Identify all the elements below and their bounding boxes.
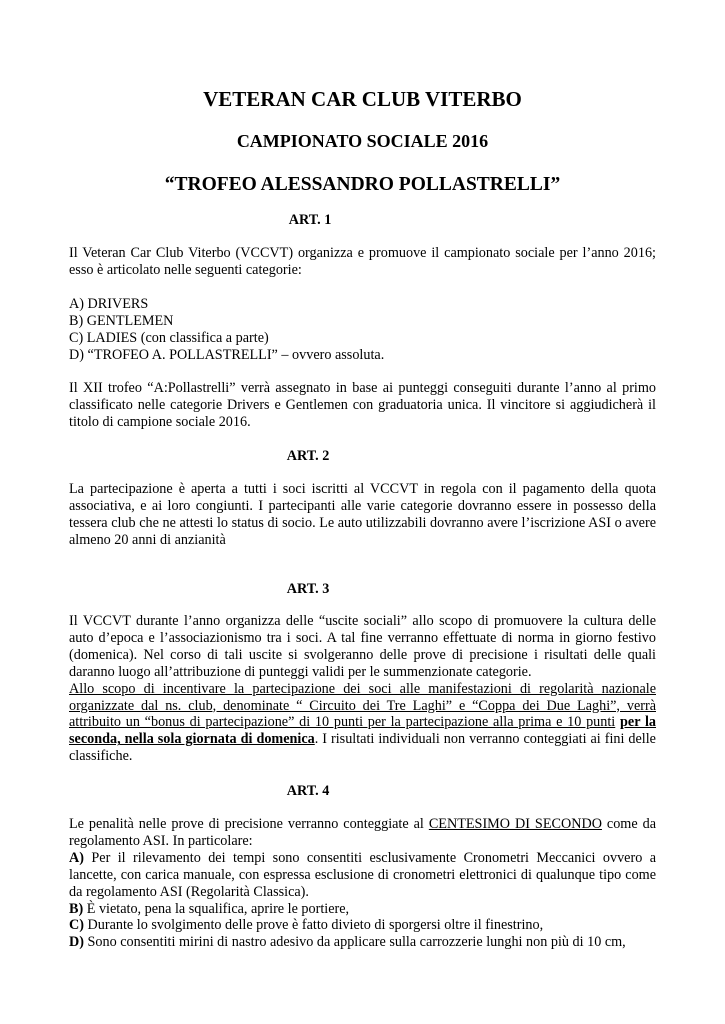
art4-intro-pre: Le penalità nelle prove di precisione verranno conteggiate al — [69, 816, 424, 832]
rule-item — [69, 934, 656, 951]
art2-paragraph — [69, 481, 656, 549]
art3-paragraph — [69, 613, 656, 765]
art1-heading: ART. 1 — [288, 212, 332, 228]
art4-heading: ART. 4 — [286, 783, 330, 799]
rule-item — [69, 850, 656, 901]
category-item: A) DRIVERS — [69, 296, 149, 312]
rule-text: È vietato, pena la squalifica, aprire le portiere, — [86, 900, 350, 917]
art4-intro-post: come da regolamento ASI. In particolare: — [69, 816, 656, 849]
club-title: VETERAN CAR CLUB VITERBO — [203, 87, 522, 111]
rule-letter: C) — [69, 917, 84, 934]
rule-item — [69, 901, 656, 918]
category-item: C) LADIES (con classifica a parte) — [69, 329, 269, 346]
art4-intro-underlined: CENTESIMO DI SECONDO — [428, 816, 602, 832]
art3-bonus-paragraph — [69, 681, 656, 766]
rule-text: Per il rilevamento dei tempi sono consentiti esclusivamente Cronometri Meccanici ovvero a lancette, con carica manuale, con espressa esclusione di cronometri elettronici di qualunque tipo come da regolamento ASI (Regolarità Classica). — [69, 849, 657, 900]
rule-letter: D) — [69, 934, 84, 951]
art2-heading: ART. 2 — [286, 448, 330, 464]
rule-text: Durante lo svolgimento delle prove è fatto divieto di sporgersi oltre il finestrino, — [87, 917, 544, 934]
art4-paragraph — [69, 816, 656, 951]
rule-item — [69, 917, 656, 934]
category-item: B) GENTLEMEN — [69, 312, 174, 329]
art3-bonus-bold: per la seconda, nella sola giornata di domenica — [69, 714, 657, 748]
art3-text: Il VCCVT durante l’anno organizza delle “uscite sociali” allo scopo di promuovere la cultura delle auto d’epoca e l’associazionismo tra i soci. A tal fine verranno effettuate di norma in giorno festivo (domenica). Nel corso di tali uscite si svolgeranno delle prove di precisione i risultati delle quali daranno luogo all’attribuzione di punteggi validi per le summenzionate categorie. — [69, 613, 656, 680]
art1-trophy-paragraph — [69, 380, 656, 431]
rule-text: Sono consentiti mirini di nastro adesivo da applicare sulla carrozzerie lunghi non più di 10 cm, — [87, 934, 626, 951]
category-item: D) “TROFEO A. POLLASTRELLI” – ovvero assoluta. — [69, 346, 385, 363]
art3-bonus-tail: . I risultati individuali non verranno conteggiati ai fini delle classifiche. — [69, 731, 656, 765]
rule-letter: B) — [69, 900, 84, 917]
art3-heading: ART. 3 — [286, 581, 330, 597]
art4-intro — [69, 816, 656, 850]
rule-letter: A) — [69, 849, 84, 866]
art3-bonus-underlined: Allo scopo di incentivare la partecipazione dei soci alle manifestazioni di regolarità nazionale organizzate dal ns. club, denominate “ Circuito dei Tre Laghi” e “Coppa dei Due Laghi”, verrà attribuito un “bonus di partecipazione” di 10 punti per la partecipazione alla prima e 10 punti — [69, 680, 656, 731]
championship-title: CAMPIONATO SOCIALE 2016 — [236, 131, 489, 151]
trophy-title: “TROFEO ALESSANDRO POLLASTRELLI” — [164, 174, 561, 195]
art1-intro-text: Il Veteran Car Club Viterbo (VCCVT) organizza e promuove il campionato sociale per l’anno 2016; esso è articolato nelle seguenti categorie: — [69, 245, 656, 278]
art1-intro — [69, 245, 656, 279]
art1-trophy-text: Il XII trofeo “A:Pollastrelli” verrà assegnato in base ai punteggi conseguiti durante l’anno al primo classificato nelle categorie Drivers e Gentlemen con graduatoria unica. Il vincitore si aggiudicherà il titolo di campione sociale 2016. — [69, 380, 656, 430]
art1-category-list — [69, 296, 656, 364]
art2-text: La partecipazione è aperta a tutti i soci iscritti al VCCVT in regola con il pagamento della quota associativa, e ai loro congiunti. I partecipanti alle varie categorie dovranno essere in possesso della tessera club che ne attesti lo status di socio. Le auto utilizzabili dovranno avere l’iscrizione ASI o avere almeno 20 anni di anzianità — [69, 481, 656, 548]
